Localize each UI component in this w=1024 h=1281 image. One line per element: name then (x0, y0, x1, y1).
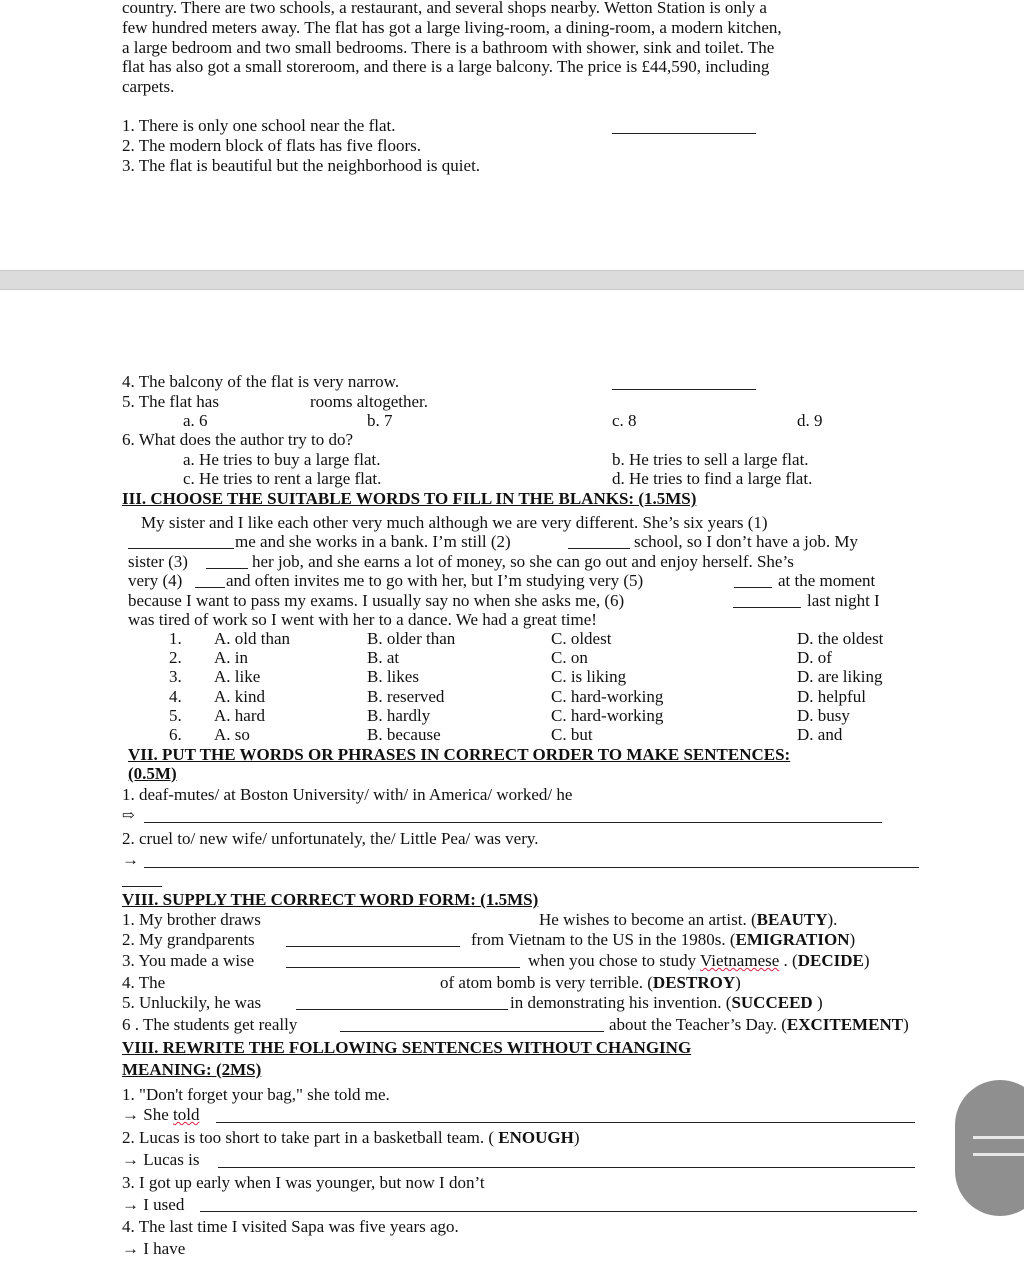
wordform-q1-a: 1. My brother draws (122, 910, 261, 929)
option-c: C. oldest (551, 629, 612, 648)
rewrite-question-2: 2. Lucas is too short to take part in a basketball team. ( ENOUGH) (122, 1128, 580, 1147)
option-b: B. likes (367, 667, 419, 686)
rewrite-answer-line-1[interactable] (216, 1122, 915, 1123)
option-c: C. hard-working (551, 706, 664, 725)
grip-line-icon (973, 1153, 1024, 1156)
wordform-q3-a: 3. You made a wise (122, 951, 255, 970)
mc6-option-c: c. He tries to rent a large flat. (183, 469, 382, 488)
blank-1[interactable] (128, 548, 234, 549)
arrow-icon: ⇨ (122, 808, 135, 824)
option-b: B. reserved (367, 687, 445, 706)
option-number: 3. (169, 667, 182, 686)
section-3-para-line-4a: very (4) (128, 571, 183, 590)
section-3-para-line-3a: sister (3) (128, 552, 188, 571)
wordform-blank-5[interactable] (296, 1009, 508, 1010)
section-7-question-2: 2. cruel to/ new wife/ unfortunately, the/ Little Pea/ was very. (122, 829, 539, 848)
mc6-option-b: b. He tries to sell a large flat. (612, 450, 809, 469)
wordform-q6-a: 6 . The students get really (122, 1015, 298, 1034)
wordform-blank-2[interactable] (286, 946, 460, 947)
section-3-para-line-2b: school, so I don’t have a job. My (634, 532, 858, 551)
mc5-stem-a: 5. The flat has (122, 392, 219, 411)
wordform-blank-6[interactable] (340, 1031, 604, 1032)
option-d: D. helpful (797, 687, 866, 706)
section-8-heading: VIII. SUPPLY THE CORRECT WORD FORM: (1.5MS) (122, 890, 539, 909)
rewrite-answer-line-2[interactable] (218, 1167, 915, 1168)
passage-line-2: few hundred meters away. The flat has got a large living-room, a dining-room, a modern kitchen, (122, 18, 782, 37)
wordform-q6-b: about the Teacher’s Day. (EXCITEMENT) (609, 1015, 909, 1034)
section-9-heading: VIII. REWRITE THE FOLLOWING SENTENCES WITHOUT CHANGING (122, 1038, 692, 1057)
wordform-q5-b: in demonstrating his invention. (SUCCEED ) (510, 993, 823, 1012)
option-number: 4. (169, 687, 182, 706)
arrow-icon: → (122, 850, 139, 869)
passage-line-5: carpets. (122, 77, 175, 96)
wordform-q2-b: from Vietnam to the US in the 1980s. (EMIGRATION) (471, 930, 856, 949)
option-c: C. is liking (551, 667, 627, 686)
mc6-option-d: d. He tries to find a large flat. (612, 469, 813, 488)
answer-blank-4[interactable] (612, 389, 756, 390)
section-7-question-1: 1. deaf-mutes/ at Boston University/ with/ in America/ worked/ he (122, 785, 573, 804)
option-a: A. kind (214, 687, 265, 706)
option-d: D. and (797, 725, 843, 744)
option-a: A. so (214, 725, 250, 744)
blank-5[interactable] (734, 587, 772, 588)
wordform-q1-b: He wishes to become an artist. (BEAUTY). (539, 910, 838, 929)
passage-line-4: flat has also got a small storeroom, and there is a large balcony. The price is £44,590, including (122, 57, 770, 76)
section-3-para-line-3b: her job, and she earns a lot of money, so she can go out and enjoy herself. She’s (252, 552, 794, 571)
passage-line-3: a large bedroom and two small bedrooms. There is a bathroom with shower, sink and toilet. The (122, 38, 775, 57)
rewrite-question-4: 4. The last time I visited Sapa was five years ago. (122, 1217, 459, 1236)
tf-question-3: 3. The flat is beautiful but the neighborhood is quiet. (122, 156, 481, 175)
rewrite-answer-line-3[interactable] (200, 1211, 917, 1212)
option-a: A. like (214, 667, 261, 686)
blank-2[interactable] (568, 548, 630, 549)
option-a: A. in (214, 648, 248, 667)
grip-line-icon (973, 1136, 1024, 1139)
blank-3[interactable] (206, 568, 248, 569)
section-7-heading-points: (0.5M) (128, 764, 177, 783)
mc5-option-c: c. 8 (612, 411, 637, 430)
blank-4[interactable] (195, 587, 225, 588)
option-number: 2. (169, 648, 182, 667)
section-7-heading: VII. PUT THE WORDS OR PHRASES IN CORRECT ORDER TO MAKE SENTENCES: (128, 745, 791, 764)
rewrite-question-3: 3. I got up early when I was younger, but now I don’t (122, 1173, 485, 1192)
mc6-option-a: a. He tries to buy a large flat. (183, 450, 381, 469)
wordform-blank-3[interactable] (286, 967, 520, 968)
option-b: B. older than (367, 629, 456, 648)
wordform-q3-b: when you chose to study Vietnamese . (DECIDE) (528, 951, 870, 970)
blank-6[interactable] (733, 607, 801, 608)
section-3-para-line-6: was tired of work so I went with her to a dance. We had a great time! (128, 610, 597, 629)
section-3-heading: III. CHOOSE THE SUITABLE WORDS TO FILL IN THE BLANKS: (1.5MS) (122, 489, 697, 508)
document-page-1 (0, 0, 1024, 271)
wordform-q2-a: 2. My grandparents (122, 930, 255, 949)
wordform-q4-b: of atom bomb is very terrible. (DESTROY) (440, 973, 741, 992)
rewrite-answer-3-prefix: → I used (122, 1195, 185, 1214)
wordform-q5-a: 5. Unluckily, he was (122, 993, 262, 1012)
answer-blank-1[interactable] (612, 133, 756, 134)
section-9-heading-points: MEANING: (2MS) (122, 1060, 262, 1079)
option-c: C. but (551, 725, 593, 744)
answer-line-7-1[interactable] (144, 822, 882, 823)
scroll-handle[interactable] (955, 1080, 1024, 1216)
passage-line-1: country. There are two schools, a restaurant, and several shops nearby. Wetton Station is only a (122, 0, 767, 17)
option-b: B. hardly (367, 706, 431, 725)
section-3-para-line-4b: and often invites me to go with her, but I’m studying very (5) (226, 571, 644, 590)
option-c: C. on (551, 648, 588, 667)
option-d: D. the oldest (797, 629, 884, 648)
rewrite-answer-4-prefix: → I have (122, 1239, 186, 1258)
section-3-para-line-5b: last night I (807, 591, 880, 610)
option-d: D. busy (797, 706, 850, 725)
option-a: A. hard (214, 706, 265, 725)
mc5-option-b: b. 7 (367, 411, 393, 430)
option-d: D. are liking (797, 667, 883, 686)
option-a: A. old than (214, 629, 291, 648)
section-3-para-line-1: My sister and I like each other very much although we are very different. She’s six years (1) (141, 513, 768, 532)
rewrite-answer-2-prefix: → Lucas is (122, 1150, 200, 1169)
option-b: B. at (367, 648, 400, 667)
answer-line-7-2-cont[interactable] (122, 886, 162, 887)
mc5-option-d: d. 9 (797, 411, 823, 430)
option-number: 1. (169, 629, 182, 648)
rewrite-answer-1-prefix: → She told (122, 1105, 200, 1124)
tf-question-2: 2. The modern block of flats has five floors. (122, 136, 422, 155)
option-d: D. of (797, 648, 832, 667)
mc5-stem-b: rooms altogether. (310, 392, 429, 411)
option-c: C. hard-working (551, 687, 664, 706)
answer-line-7-2[interactable] (144, 867, 919, 868)
tf-question-1: 1. There is only one school near the flat. (122, 116, 396, 135)
tf-question-4: 4. The balcony of the flat is very narrow. (122, 372, 400, 391)
section-3-para-line-5a: because I want to pass my exams. I usually say no when she asks me, (6) (128, 591, 625, 610)
option-b: B. because (367, 725, 441, 744)
option-number: 5. (169, 706, 182, 725)
option-number: 6. (169, 725, 182, 744)
mc6-stem: 6. What does the author try to do? (122, 430, 354, 449)
rewrite-question-1: 1. "Don't forget your bag," she told me. (122, 1085, 390, 1104)
section-3-para-line-2a: me and she works in a bank. I’m still (2) (235, 532, 511, 551)
section-3-para-line-4c: at the moment (778, 571, 876, 590)
wordform-q4-a: 4. The (122, 973, 166, 992)
mc5-option-a: a. 6 (183, 411, 208, 430)
